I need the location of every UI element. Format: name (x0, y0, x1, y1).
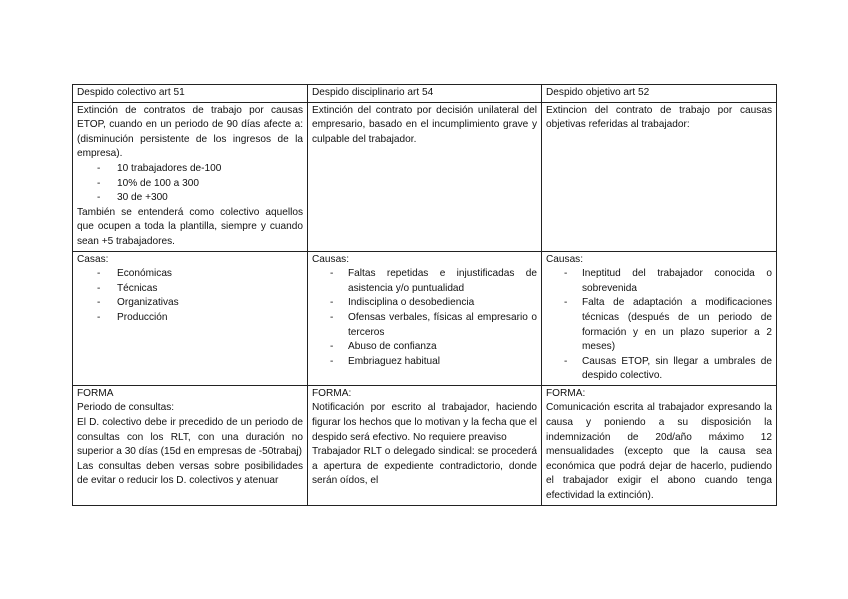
list-item: - 10 trabajadores de-100 (77, 162, 303, 177)
form-disciplinario-p2: Trabajador RLT o delegado sindical: se procederá a apertura de expediente contradictorio, donde serán oídos, el (312, 446, 537, 487)
list-item: - Embriaguez habitual (312, 355, 537, 370)
form-colectivo-cell (73, 385, 308, 505)
causes-disciplinario-list (312, 267, 537, 369)
definition-objetivo-text: Extincion del contrato de trabajo por causas objetivas referidas al trabajador: (546, 104, 772, 131)
causes-colectivo-list (77, 267, 303, 325)
list-item: - Falta de adaptación a modificaciones técnicas (después de un periodo de formación y en un plazo superior a 2 meses) (546, 296, 772, 354)
list-item: - Indisciplina o desobediencia (312, 296, 537, 311)
list-item: - Abuso de confianza (312, 340, 537, 355)
causes-disciplinario-cell (308, 251, 542, 385)
causes-objetivo-list (546, 267, 772, 384)
form-colectivo-p2: Las consultas deben versas sobre posibilidades de evitar o reducir los D. colectivos y atenuar (77, 460, 303, 487)
causes-objetivo-label: Causas: (546, 253, 584, 265)
dismissal-comparison-table (72, 84, 777, 506)
causes-colectivo-cell (73, 251, 308, 385)
header-despido-colectivo: Despido colectivo art 51 (73, 85, 308, 103)
form-colectivo-p1: El D. colectivo debe ir precedido de un periodo de consultas con los RLT, con una duración no superior a 30 días (15d en empresas de -50trabaj) (77, 417, 303, 458)
form-objetivo-p1: Comunicación escrita al trabajador expresando la causa y poniendo a su disposición la indemnización de 20d/año máximo 12 mensualidades (excepto que la causa sea económica que podrá dejar de hacerlo, pudiendo el trabajador exigir el abono cuando tenga efectividad la extinción). (546, 402, 772, 502)
causes-disciplinario-label: Causas: (312, 253, 350, 265)
form-row (73, 385, 777, 505)
definition-objetivo-cell (542, 102, 777, 251)
list-item: - Organizativas (77, 296, 303, 311)
list-item: - 30 de +300 (77, 191, 303, 206)
list-item: - Faltas repetidas e injustificadas de asistencia y/o puntualidad (312, 267, 537, 296)
causes-row (73, 251, 777, 385)
form-disciplinario-cell (308, 385, 542, 505)
list-item: - Ofensas verbales, físicas al empresario o terceros (312, 311, 537, 340)
list-item: - Económicas (77, 267, 303, 282)
form-colectivo-label: FORMA (77, 387, 114, 399)
form-objetivo-label: FORMA: (546, 387, 586, 399)
definition-colectivo-after: También se entenderá como colectivo aquellos que ocupen a toda la plantilla, siempre y cuando sean +5 trabajadores. (77, 206, 303, 247)
list-item: - Producción (77, 311, 303, 326)
header-despido-disciplinario: Despido disciplinario art 54 (308, 85, 542, 103)
form-disciplinario-p1: Notificación por escrito al trabajador, haciendo figurar los hechos que lo motivan y la fecha que el despido será efectivo. No requiere preaviso (312, 402, 537, 443)
header-despido-objetivo: Despido objetivo art 52 (542, 85, 777, 103)
list-item: - Causas ETOP, sin llegar a umbrales de despido colectivo. (546, 355, 772, 384)
definition-disciplinario-text: Extinción del contrato por decisión unilateral del empresario, basado en el incumplimiento grave y culpable del trabajador. (312, 104, 537, 145)
definition-row (73, 102, 777, 251)
table-header-row (73, 85, 777, 103)
form-colectivo-sub: Periodo de consultas: (77, 402, 175, 414)
definition-colectivo-cell (73, 102, 308, 251)
causes-objetivo-cell (542, 251, 777, 385)
definition-colectivo-text: Extinción de contratos de trabajo por causas ETOP, cuando en un periodo de 90 días afecte a: (disminución persistente de los ingresos de la empresa). (77, 104, 303, 160)
definition-disciplinario-cell (308, 102, 542, 251)
list-item: - Técnicas (77, 282, 303, 297)
threshold-list (77, 162, 303, 206)
form-disciplinario-label: FORMA: (312, 387, 352, 399)
form-objetivo-cell (542, 385, 777, 505)
list-item: - Ineptitud del trabajador conocida o sobrevenida (546, 267, 772, 296)
causes-colectivo-label: Casas: (77, 253, 109, 265)
list-item: - 10% de 100 a 300 (77, 177, 303, 192)
